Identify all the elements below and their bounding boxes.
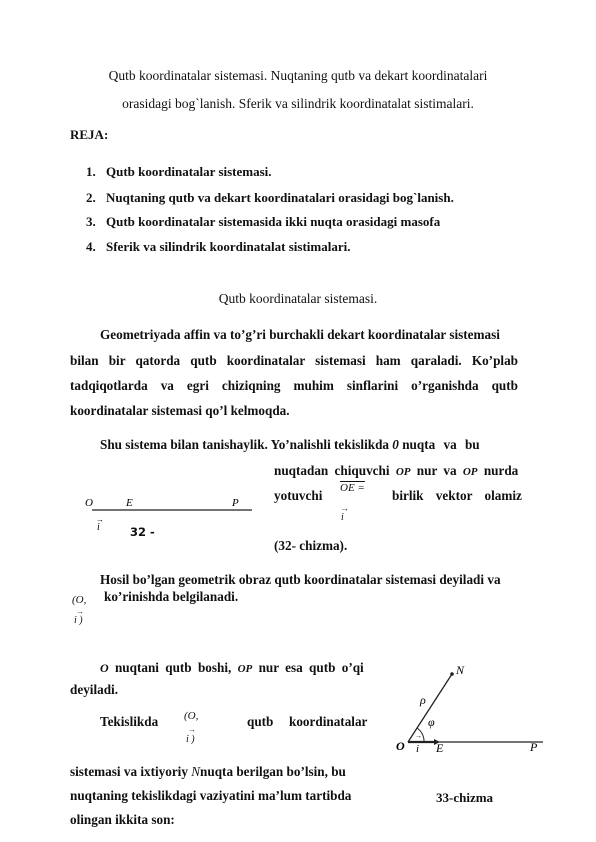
- label-p: P: [530, 740, 538, 754]
- text-run: nur va: [416, 463, 457, 478]
- plan-item-text: Qutb koordinatalar sistemasi.: [106, 164, 272, 179]
- section-title: Qutb koordinatalar sistemasi.: [218, 291, 378, 306]
- vector-arrow: →: [340, 503, 349, 513]
- math-op: OP: [395, 466, 411, 478]
- plan-item-text: Sferik va silindrik koordinatalat sistimalari.: [106, 239, 351, 254]
- math-o: O: [100, 661, 109, 675]
- figure-32-diagram: [80, 492, 260, 542]
- paragraph-5-line-4: olingan ikkita son:: [70, 812, 175, 827]
- figure-33-caption: 33-chizma: [436, 790, 494, 805]
- polar-system-symbol-bottom: i ): [74, 615, 83, 626]
- label-o: O: [396, 739, 405, 753]
- figure-32-caption: (32- chizma).: [274, 538, 348, 553]
- math-o: 0: [392, 437, 399, 452]
- text-run: nuqtani qutb boshi,: [114, 660, 232, 675]
- paragraph-1-line-1: Geometriyada affin va to’g’ri burchakli dekart koordinatalar sistemasi: [100, 327, 500, 342]
- plan-item: [86, 239, 351, 255]
- plan-item-number: 1.: [86, 164, 96, 179]
- math-op: OP: [462, 466, 478, 478]
- point-n: [450, 672, 454, 676]
- paragraph-5-line-3: nuqtaning tekislikdagi vaziyatini ma’lum tartibda: [70, 788, 352, 803]
- paragraph-2-line-3-end: birlik vektor olamiz: [392, 488, 522, 503]
- paragraph-3-line-2: ko’rinishda belgilanadi.: [104, 589, 239, 604]
- label-e: E: [126, 497, 133, 509]
- text-run: nuqta berilgan bo’lsin, bu: [200, 764, 346, 779]
- polar-system-symbol-top: (O,: [184, 710, 199, 722]
- vector-arrow: →: [415, 732, 422, 740]
- vector-arrow: →: [96, 515, 104, 524]
- label-n: N: [456, 663, 465, 677]
- paragraph-5-word-1: Tekislikda: [100, 714, 159, 729]
- label-p: P: [232, 497, 239, 509]
- text-run: nuqta va bu: [402, 437, 480, 452]
- paragraph-5-word-3: koordinatalar: [289, 714, 368, 729]
- plan-item: [86, 164, 272, 180]
- paragraph-2-line-2: [274, 463, 518, 479]
- vector-oe: [340, 482, 365, 494]
- paragraph-2-line-1: [100, 437, 480, 453]
- text-run: nurda: [483, 463, 519, 478]
- paragraph-4-line-1: [100, 660, 364, 676]
- polar-system-symbol-top: (O,: [72, 594, 87, 606]
- plan-item-number: 2.: [86, 190, 96, 205]
- text-run: sistemasi va ixtiyoriy: [70, 764, 188, 779]
- paragraph-5-word-2: qutb: [247, 714, 274, 729]
- label-i: i: [97, 522, 100, 533]
- math-op: OP: [237, 663, 253, 675]
- figure-33-diagram: [388, 660, 548, 760]
- vector-i: i: [341, 512, 344, 523]
- paragraph-4-line-2: deyiladi.: [70, 682, 118, 697]
- math-n: N: [191, 764, 201, 779]
- label-e: E: [436, 741, 444, 755]
- document-title-line-2: orasidagi bog`lanish. Sferik va silindrik koordinatalat sistimalari.: [122, 96, 474, 111]
- vector-arrow: →: [188, 725, 196, 734]
- text-run: Shu sistema bilan tanishaylik. Yo’nalishli tekislikda: [100, 437, 389, 452]
- label-o: O: [85, 497, 93, 509]
- figure-32-number: 32 -: [130, 525, 155, 539]
- label-rho: ρ: [420, 693, 426, 707]
- math-vector: OE =: [340, 482, 365, 494]
- plan-heading: REJA:: [70, 127, 109, 142]
- label-i: i: [416, 743, 420, 755]
- plan-item: [86, 190, 454, 206]
- paragraph-1-line-3: tadqiqotlarda va egri chiziqning muhim sinflarini o’rganishda qutb: [70, 378, 518, 393]
- document-title-line-1: Qutb koordinatalar sistemasi. Nuqtaning qutb va dekart koordinatalari: [108, 68, 488, 83]
- text-run: yotuvchi: [274, 488, 323, 503]
- text-run: nur esa qutb o’qi: [258, 660, 364, 675]
- polar-system-symbol-bottom: i ): [186, 734, 195, 745]
- label-phi: φ: [428, 715, 435, 729]
- paragraph-3-line-1: Hosil bo’lgan geometrik obraz qutb koordinatalar sistemasi deyiladi va: [100, 572, 501, 587]
- paragraph-5-line-2: [70, 764, 346, 780]
- paragraph-1-line-4: koordinatalar sistemasi qo’l kelmoqda.: [70, 403, 290, 418]
- text-run: nuqtadan chiquvchi: [274, 463, 390, 478]
- vector-arrow: →: [76, 607, 84, 616]
- plan-item-text: Qutb koordinatalar sistemasida ikki nuqta orasidagi masofa: [106, 214, 441, 229]
- plan-item-text: Nuqtaning qutb va dekart koordinatalari orasidagi bog`lanish.: [106, 190, 454, 205]
- plan-item-number: 4.: [86, 239, 96, 254]
- plan-item-number: 3.: [86, 214, 96, 229]
- plan-item: [86, 214, 440, 230]
- paragraph-2-line-3: [274, 488, 322, 504]
- paragraph-1-line-2: bilan bir qatorda qutb koordinatalar sistemasi ham qaraladi. Ko’plab: [70, 353, 518, 368]
